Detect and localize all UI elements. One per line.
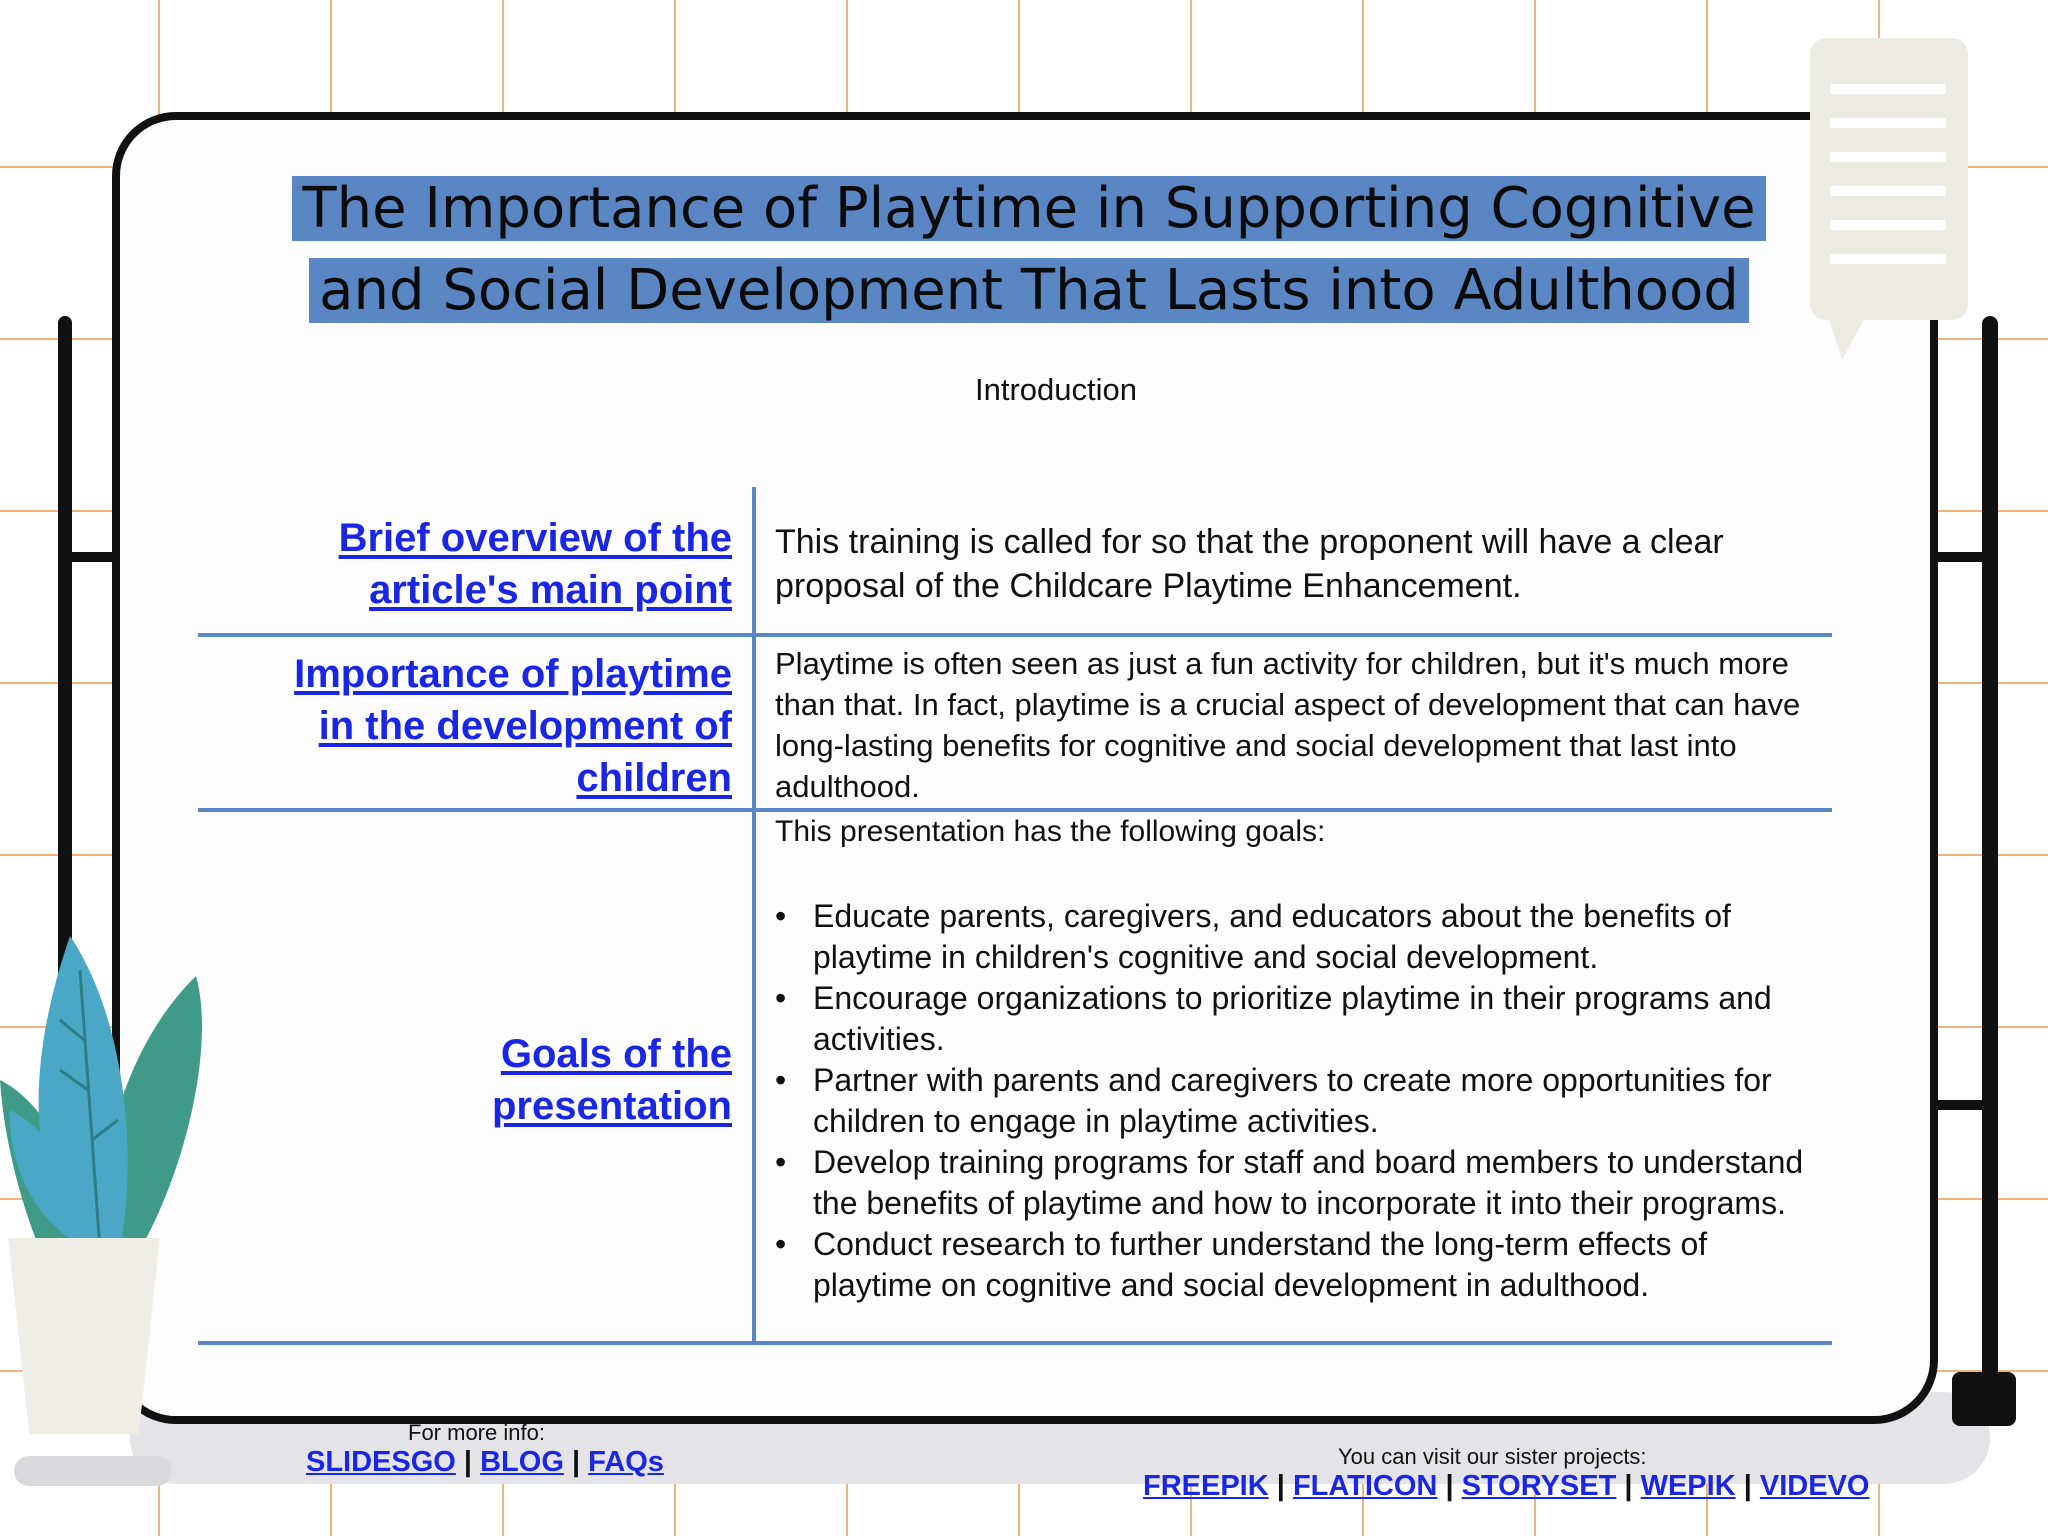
goal-item: • Conduct research to further understand the long-term effects of playtime on cognitive and social development in adulthood. bbox=[775, 1224, 1820, 1306]
separator: | bbox=[571, 1446, 581, 1478]
link-slidesgo[interactable]: SLIDESGO bbox=[306, 1446, 456, 1478]
goals-intro: This presentation has the following goals: bbox=[775, 815, 1326, 848]
more-info-label: For more info: bbox=[408, 1420, 545, 1445]
row-heading-goals[interactable]: Goals of the presentation bbox=[491, 1032, 732, 1128]
pot-shadow bbox=[14, 1456, 172, 1486]
table-row-divider bbox=[198, 1341, 1832, 1345]
right-stand-foot bbox=[1952, 1372, 2016, 1426]
row-text-importance: Playtime is often seen as just a fun activity for children, but it's much more than that. In fact, playtime is a crucial aspect of development that can have long-lasting benefits for cognitive and social development that last into adulthood. bbox=[775, 646, 1801, 804]
link-storyset[interactable]: STORYSET bbox=[1461, 1470, 1617, 1502]
right-stand-crossbar-bottom bbox=[1936, 1100, 1992, 1110]
separator: | bbox=[1624, 1470, 1633, 1502]
separator: | bbox=[1276, 1470, 1285, 1502]
separator: | bbox=[1743, 1470, 1752, 1502]
goal-item: • Encourage organizations to prioritize playtime in their programs and activities. bbox=[775, 978, 1820, 1060]
right-stand-pole bbox=[1982, 316, 1998, 1426]
left-stand-crossbar bbox=[58, 552, 120, 562]
bubble-line bbox=[1830, 84, 1946, 94]
link-freepik[interactable]: FREEPIK bbox=[1143, 1470, 1269, 1502]
footer-links bbox=[306, 1446, 664, 1479]
speech-bubble-tail bbox=[1828, 316, 1866, 360]
link-wepik[interactable]: WEPIK bbox=[1640, 1470, 1736, 1502]
table-column-divider bbox=[752, 487, 756, 1345]
row-text-goals bbox=[775, 812, 1820, 1306]
link-videvo[interactable]: VIDEVO bbox=[1759, 1470, 1870, 1502]
goals-list bbox=[775, 896, 1820, 1306]
separator: | bbox=[1445, 1470, 1454, 1502]
link-blog[interactable]: BLOG bbox=[480, 1446, 564, 1478]
row-heading-importance[interactable]: Importance of playtime in the development of children bbox=[294, 652, 732, 800]
plant-pot bbox=[8, 1238, 160, 1434]
goal-item: • Develop training programs for staff and board members to understand the benefits of playtime and how to incorporate it into their programs. bbox=[775, 1142, 1820, 1224]
goal-item: • Partner with parents and caregivers to create more opportunities for children to engage in playtime activities. bbox=[775, 1060, 1820, 1142]
bubble-line bbox=[1830, 220, 1946, 230]
bubble-line bbox=[1830, 118, 1946, 128]
bubble-line bbox=[1830, 186, 1946, 196]
sister-projects-label: You can visit our sister projects: bbox=[1338, 1444, 1647, 1469]
bubble-line bbox=[1830, 254, 1946, 264]
right-stand-crossbar-top bbox=[1936, 552, 1992, 562]
table-row-divider bbox=[198, 633, 1832, 637]
link-flaticon[interactable]: FLATICON bbox=[1292, 1470, 1438, 1502]
introduction-label: Introduction bbox=[975, 372, 1137, 407]
row-text-overview: This training is called for so that the proponent will have a clear proposal of the Childcare Playtime Enhancement. bbox=[775, 523, 1724, 605]
sister-links bbox=[1143, 1470, 1869, 1503]
speech-bubble-icon bbox=[1810, 38, 1968, 320]
separator: | bbox=[463, 1446, 473, 1478]
page-title: The Importance of Playtime in Supporting Cognitive and Social Development That Lasts into Adulthood bbox=[240, 168, 1818, 332]
bubble-line bbox=[1830, 152, 1946, 162]
link-faqs[interactable]: FAQs bbox=[588, 1446, 664, 1478]
goal-item: • Educate parents, caregivers, and educators about the benefits of playtime in children's cognitive and social development. bbox=[775, 896, 1820, 978]
plant-leaves-icon bbox=[0, 930, 210, 1260]
row-heading-overview[interactable]: Brief overview of the article's main point bbox=[338, 516, 732, 612]
